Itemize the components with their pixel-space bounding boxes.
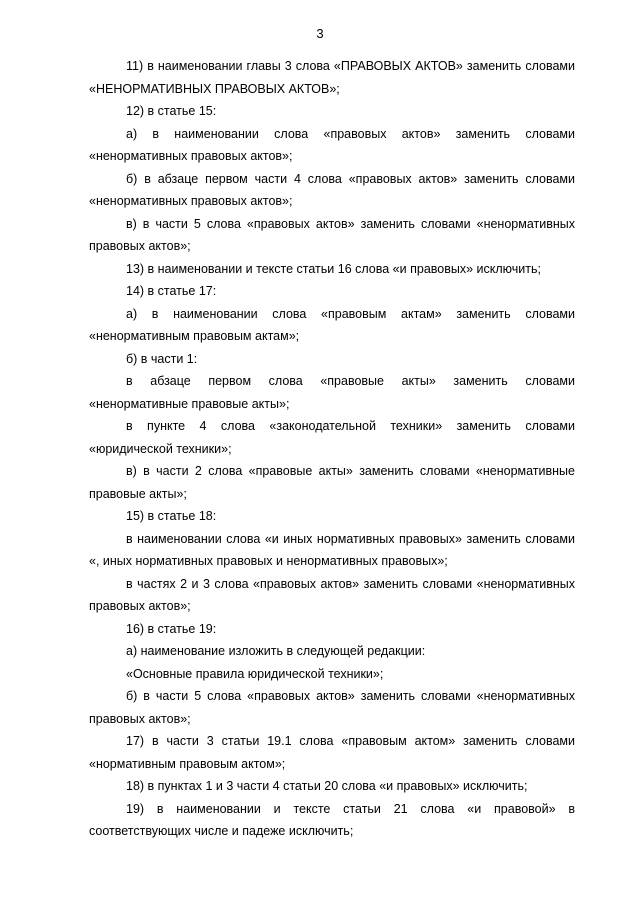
paragraph-17: 17) в части 3 статьи 19.1 слова «правовым актом» заменить словами «нормативным правовым актом»; bbox=[89, 734, 575, 771]
paragraph-13: 13) в наименовании и тексте статьи 16 слова «и правовых» исключить; bbox=[126, 261, 541, 276]
paragraph-16a: а) наименование изложить в следующей редакции: bbox=[126, 644, 426, 658]
paragraph-12: 12) в статье 15: bbox=[126, 104, 217, 118]
paragraph-16a-quote: «Основные правила юридической техники»; bbox=[126, 666, 384, 681]
paragraph-15-name: в наименовании слова «и иных нормативных правовых» заменить словами «, иных нормативных правовых и ненормативных правовых»; bbox=[89, 531, 575, 568]
document-body bbox=[89, 55, 575, 843]
paragraph-11: 11) в наименовании главы 3 слова «ПРАВОВЫХ АКТОВ» заменить словами «НЕНОРМАТИВНЫХ ПРАВОВЫХ АКТОВ»; bbox=[89, 59, 575, 96]
paragraph-14: 14) в статье 17: bbox=[126, 284, 217, 298]
paragraph-14b: б) в части 1: bbox=[126, 351, 198, 366]
paragraph-14v: в) в части 2 слова «правовые акты» заменить словами «ненормативные правовые акты»; bbox=[89, 464, 575, 501]
paragraph-12v: в) в части 5 слова «правовых актов» заменить словами «ненормативных правовых актов»; bbox=[89, 216, 575, 253]
paragraph-16b: б) в части 5 слова «правовых актов» заменить словами «ненормативных правовых актов»; bbox=[89, 689, 575, 726]
page-number: 3 bbox=[316, 26, 324, 41]
paragraph-15-parts: в частях 2 и 3 слова «правовых актов» заменить словами «ненормативных правовых актов»; bbox=[89, 576, 575, 613]
paragraph-16: 16) в статье 19: bbox=[126, 621, 217, 636]
paragraph-19: 19) в наименовании и тексте статьи 21 слова «и правовой» в соответствующих числе и падеже исключить; bbox=[89, 801, 575, 838]
paragraph-18: 18) в пунктах 1 и 3 части 4 статьи 20 слова «и правовых» исключить; bbox=[126, 779, 528, 793]
paragraph-12b: б) в абзаце первом части 4 слова «правовых актов» заменить словами «ненормативных правовых актов»; bbox=[89, 171, 575, 208]
paragraph-12a: а) в наименовании слова «правовых актов» заменить словами «ненормативных правовых актов»; bbox=[89, 126, 575, 163]
paragraph-14b-abzac: в абзаце первом слова «правовые акты» заменить словами «ненормативные правовые акты»; bbox=[89, 374, 575, 411]
paragraph-15: 15) в статье 18: bbox=[126, 509, 217, 523]
paragraph-14b-punkt4: в пункте 4 слова «законодательной техники» заменить словами «юридической техники»; bbox=[89, 419, 575, 456]
paragraph-14a: а) в наименовании слова «правовым актам» заменить словами «ненормативным правовым актам»; bbox=[89, 306, 575, 343]
